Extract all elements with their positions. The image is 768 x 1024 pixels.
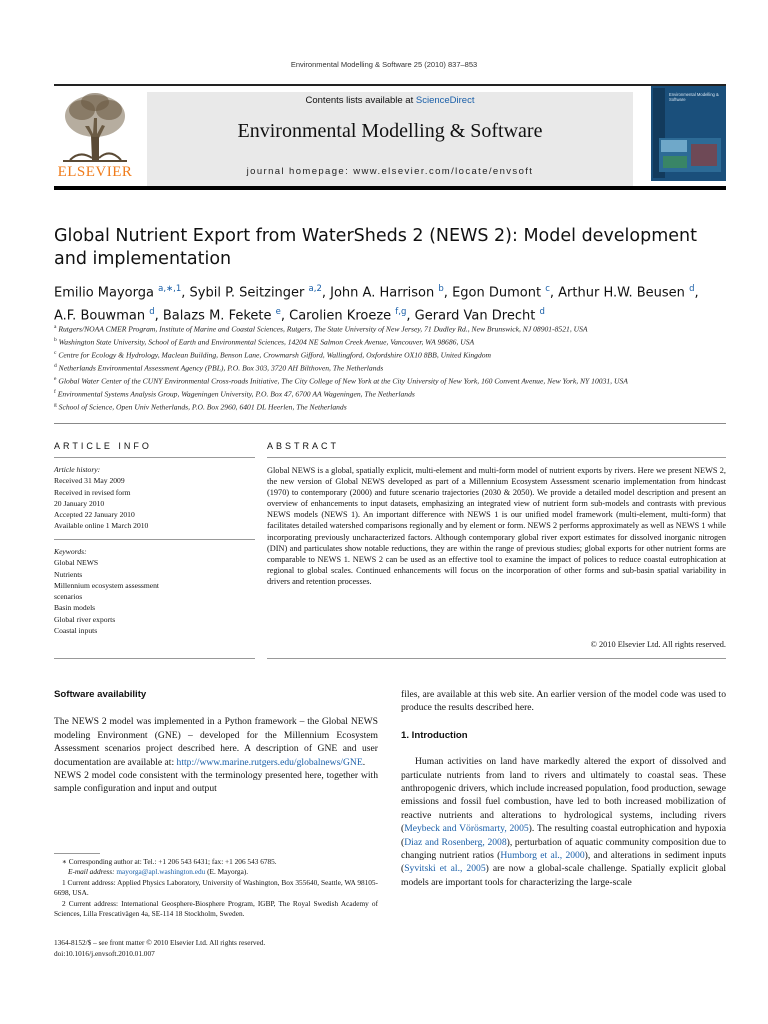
author-separator: , xyxy=(406,308,415,324)
intro-text: ) are now a global-scale challenge. Spatially explicit global models are important tools for characterizing the large-scale xyxy=(401,863,727,888)
footnote-2: 2 Current address: International Geosphere-Biosphere Program, IGBP, The Royal Swedish Academy of Sciences, Lilla Frescativägen 4a, SE-114 18 Stockholm, Sweden. xyxy=(54,898,378,919)
author-separator: , xyxy=(694,285,699,301)
keyword-list xyxy=(54,546,254,636)
citation-link[interactable]: Syvitski et al., 2005 xyxy=(404,863,486,875)
affiliation-item xyxy=(54,400,726,413)
author-affiliation-mark[interactable]: a,∗,1 xyxy=(158,284,182,294)
affiliation-item xyxy=(54,374,726,387)
author-name[interactable]: Balazs M. Fekete xyxy=(162,308,272,324)
contents-label: Contents lists available at xyxy=(305,95,416,106)
citation-link[interactable]: Meybeck and Vörösmarty, 2005 xyxy=(404,823,529,835)
article-info-rule xyxy=(54,457,255,458)
affiliation-text: Centre for Ecology & Hydrology, Maclean Building, Benson Lane, Crowmarsh Gifford, Wallingford, Oxfordshire OX10 8BB, United Kingdom xyxy=(58,350,492,360)
right-column xyxy=(401,688,726,889)
cover-title: Environmental Modelling & Software xyxy=(669,92,719,102)
author-name[interactable]: John A. Harrison xyxy=(330,285,435,301)
author-separator: , xyxy=(181,285,190,301)
affiliation-text: Washington State University, School of Earth and Environmental Sciences, 14204 NE Salmon Creek Avenue, Vancouver, WA 98686, USA xyxy=(58,337,475,347)
keywords-label: Keywords: xyxy=(54,547,87,556)
intro-text: ), perturbation of aquatic community composition due to changing nutrient ratios ( xyxy=(401,836,726,862)
author-separator: , xyxy=(280,308,290,324)
article-title xyxy=(54,225,726,271)
intro-text: ). The resulting coastal eutrophication and hypoxia ( xyxy=(401,823,726,848)
abstract-bottom-rule xyxy=(267,658,726,659)
journal-name: Environmental Modelling & Software xyxy=(237,120,543,142)
issn-line: 1364-8152/$ – see front matter © 2010 Elsevier Ltd. All rights reserved. xyxy=(54,938,266,947)
keyword-item[interactable]: Millennium ecosystem assessment xyxy=(54,580,160,590)
abstract-heading: ABSTRACT xyxy=(267,441,340,451)
author-affiliation-mark[interactable]: d xyxy=(149,306,155,317)
footnote-1: 1 Current address: Applied Physics Laboratory, University of Washington, Box 355640, Seattle, WA 98105-6698, USA. xyxy=(54,877,378,898)
affiliation-text: Global Water Center of the CUNY Environmental Cross-roads Initiative, The City College of New York at the City University of New York, 160 Convent Avenue, New York, NY 10031, USA xyxy=(58,376,628,386)
affiliation-key: f xyxy=(54,389,56,396)
abstract-body: Global NEWS is a global, spatially explicit, multi-element and multi-form model of nutrient exports by rivers. Here we present NEWS 2, the new version of Global NEWS developed as part of a Millennium Ecosystem Assessment scenario implementation from hindcast (1970) to contemporary (2000) and future scenario trajectories (2030 & 2050). We provide a detailed model description and present an overview of enhancements to input datasets, emphasizing an integrated view of nutrient form sub-models and contrasts with previous NEWS models (NEWS 1). An important difference with NEWS 1 is our unified model framework (multi-element, multi-form) that facilitates detailed watershed comparisons regionally and by element or form. NEWS 2 performs approximately as well as NEWS 1 while incorporating previously uncharacterized factors. Although contemporary global river export estimates for dissolved inorganic nitrogen (DIN) and particulates show notable reductions, they are within the range of previous studies; global exports for other nutrient forms are comparable to NEWS 1. NEWS 2 can be used as an effective tool to examine the impact of polices to reduce coastal eutrophication at regional to global scales. Continued enhancements will focus on the incorporation of other forms and sub-basin spatial variability in drivers and retention processes. xyxy=(267,466,726,586)
article-title-line-1: Global Nutrient Export from WaterSheds 2 (NEWS 2): Model development xyxy=(54,226,698,246)
affiliation-item xyxy=(54,348,726,361)
author-name[interactable]: Gerard Van Drecht xyxy=(414,308,536,324)
affiliation-list xyxy=(54,322,726,413)
corresponding-author-note: ∗ Corresponding author at: Tel.: +1 206 543 6431; fax: +1 206 543 6785. xyxy=(62,857,277,866)
affiliation-item xyxy=(54,361,726,374)
author-affiliation-mark[interactable]: d xyxy=(689,284,695,294)
history-label: Article history: xyxy=(54,465,101,474)
history-item: Received in revised form xyxy=(54,487,131,497)
author-separator: , xyxy=(154,308,163,324)
keyword-item[interactable]: scenarios xyxy=(54,592,83,602)
author-affiliation-mark[interactable]: d xyxy=(539,306,545,317)
software-heading: Software availability xyxy=(54,689,147,700)
software-text-end: . xyxy=(362,756,366,768)
affiliation-key: b xyxy=(54,337,57,344)
article-info-top-rule xyxy=(54,423,726,424)
article-info-bottom-rule xyxy=(54,658,255,659)
journal-citation: Environmental Modelling & Software 25 (2010) 837–853 xyxy=(290,60,478,69)
affiliation-text: Environmental Systems Analysis Group, Wageningen University, P.O. Box 47, 6700 AA Wageningen, The Netherlands xyxy=(57,389,415,399)
affiliation-text: School of Science, Open Univ Netherlands, P.O. Box 2960, 6401 DL Heerlen, The Netherlands xyxy=(58,402,347,412)
affiliation-key: g xyxy=(54,402,57,409)
introduction-paragraph xyxy=(401,755,726,889)
history-keywords-divider xyxy=(54,539,255,540)
email-suffix: (E. Mayorga). xyxy=(205,867,249,877)
front-matter-footer xyxy=(54,937,378,959)
doi-line[interactable]: doi:10.1016/j.envsoft.2010.01.007 xyxy=(54,949,155,958)
keyword-item[interactable]: Coastal inputs xyxy=(54,626,98,636)
author-separator: , xyxy=(549,285,559,301)
citation-link[interactable]: Diaz and Rosenberg, 2008 xyxy=(404,836,507,848)
software-paragraph-continued: files, are available at this web site. An earlier version of the model code was used to produce the results described here. xyxy=(401,689,726,714)
author-affiliation-mark[interactable]: e xyxy=(275,306,281,317)
affiliation-item xyxy=(54,387,726,400)
author-name[interactable]: Carolien Kroeze xyxy=(289,308,392,324)
author-affiliation-mark[interactable]: c xyxy=(545,284,550,294)
email-link[interactable]: mayorga@apl.washington.edu xyxy=(116,867,206,877)
software-paragraph xyxy=(54,715,378,769)
affiliation-item xyxy=(54,322,726,335)
citation-link[interactable]: Humborg et al., 2000 xyxy=(500,850,585,862)
intro-text: Human activities on land have markedly altered the export of dissolved and particulate nutrients from land to rivers and ultimately to coastal seas. These anthropogenic drivers, which include increased population, food production, sewage emissions and fossil fuel combustion, have led to both increased mobilization of reactive nutrients and alterations to hydrological systems, including rivers ( xyxy=(401,756,726,835)
masthead-top-rule xyxy=(54,84,726,86)
author-name[interactable]: Emilio Mayorga xyxy=(54,285,154,301)
author-list xyxy=(54,280,726,326)
email-label: E-mail address: xyxy=(68,867,117,877)
author-affiliation-mark[interactable]: f,g xyxy=(395,306,407,317)
email-note xyxy=(54,867,378,877)
keyword-item[interactable]: Basin models xyxy=(54,603,96,613)
gne-link[interactable]: http://www.marine.rutgers.edu/globalnews/GNE xyxy=(176,756,363,768)
article-info-heading: ARTICLE INFO xyxy=(54,441,152,451)
elsevier-logo xyxy=(55,88,135,180)
software-availability-section xyxy=(54,688,378,796)
author-affiliation-mark[interactable]: a,2 xyxy=(308,284,322,294)
introduction-heading: 1. Introduction xyxy=(401,729,468,741)
footnote-separator xyxy=(54,853,100,854)
software-paragraph-2: NEWS 2 model code consistent with the terminology presented here, together with sample configuration and input and output xyxy=(54,770,378,795)
affiliation-text: Netherlands Environmental Assessment Agency (PBL), P.O. Box 303, 3720 AH Bilthoven, The Netherlands xyxy=(58,363,384,373)
author-name[interactable]: Sybil P. Seitzinger xyxy=(189,285,305,301)
footnotes xyxy=(54,857,378,919)
intro-text: ), and alterations in sediment inputs ( xyxy=(401,850,726,875)
affiliation-key: e xyxy=(54,376,57,383)
software-text: The NEWS 2 model was implemented in a Python framework – the Global NEWS modeling Environment (GNE) – developed for the Millennium Ecosystem Assessment scenarios project described here. A description of GNE and user documentation are available at: xyxy=(54,716,378,768)
author-line-1 xyxy=(54,280,726,303)
affiliation-text: Rutgers/NOAA CMER Program, Institute of Marine and Coastal Sciences, Rutgers, The State University of New Jersey, 71 Dudley Rd., New Brunswick, NJ 08901-8521, USA xyxy=(58,324,588,334)
affiliation-item xyxy=(54,335,726,348)
affiliation-key: c xyxy=(54,350,57,357)
history-item: Received 31 May 2009 xyxy=(54,476,125,486)
keyword-item[interactable]: Nutrients xyxy=(54,569,83,579)
author-name[interactable]: Egon Dumont xyxy=(452,285,542,301)
keyword-item[interactable]: Global NEWS xyxy=(54,558,99,568)
affiliation-key: a xyxy=(54,324,57,330)
history-item: Available online 1 March 2010 xyxy=(54,521,149,531)
article-title-line-2: and implementation xyxy=(54,249,232,269)
journal-homepage[interactable]: journal homepage: www.elsevier.com/locate/envsoft xyxy=(246,166,534,177)
sciencedirect-link[interactable]: ScienceDirect xyxy=(415,95,475,106)
author-separator: , xyxy=(321,285,331,301)
keyword-item[interactable]: Global river exports xyxy=(54,614,116,624)
history-item: 20 January 2010 xyxy=(54,498,105,508)
abstract-rule xyxy=(267,457,726,458)
contents-availability xyxy=(147,95,633,106)
history-item: Accepted 22 January 2010 xyxy=(54,510,135,520)
affiliation-key: d xyxy=(54,363,57,370)
author-name[interactable]: A.F. Bouwman xyxy=(54,308,146,324)
author-affiliation-mark[interactable]: b xyxy=(438,284,444,294)
journal-cover-image xyxy=(651,86,726,181)
article-history xyxy=(54,464,254,532)
author-separator: , xyxy=(443,285,453,301)
author-name[interactable]: Arthur H.W. Beusen xyxy=(558,285,685,301)
masthead-bottom-rule xyxy=(54,186,726,190)
copyright-notice: © 2010 Elsevier Ltd. All rights reserved. xyxy=(590,640,726,649)
publisher-wordmark: ELSEVIER xyxy=(57,164,133,180)
